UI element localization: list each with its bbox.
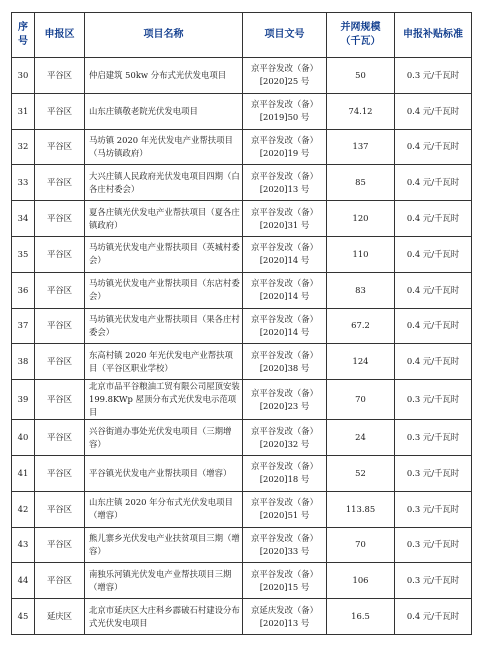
- row-no: 37: [12, 308, 35, 344]
- table-row: [12, 563, 472, 599]
- project-table-sheet: [11, 12, 472, 635]
- row-capacity: 110: [327, 236, 395, 272]
- row-subsidy: 0.4 元/千瓦时: [395, 129, 472, 165]
- row-doc-number-line2: [2020]14 号: [259, 255, 310, 266]
- row-doc-number-line1: 京平谷发改（备）: [251, 568, 318, 579]
- row-doc-number-line2: [2020]38 号: [259, 362, 310, 373]
- row-doc-number-line1: 京平谷发改（备）: [251, 242, 318, 253]
- row-no: 31: [12, 93, 35, 129]
- header-subsidy: [395, 13, 472, 58]
- table-row: [12, 129, 472, 165]
- row-doc-number: [243, 491, 327, 527]
- header-doc-number-label: 项目文号: [264, 29, 305, 40]
- row-no: 45: [12, 599, 35, 635]
- row-district: 平谷区: [35, 129, 85, 165]
- row-no: 39: [12, 380, 35, 420]
- row-district: 平谷区: [35, 563, 85, 599]
- row-doc-number: [243, 58, 327, 94]
- table-row: [12, 380, 472, 420]
- row-no: 44: [12, 563, 35, 599]
- header-district-label: 申报区: [44, 29, 75, 40]
- row-capacity: 85: [327, 165, 395, 201]
- header-capacity-line1: 并网规模: [340, 22, 381, 33]
- row-doc-number-line1: 京平谷发改（备）: [251, 349, 318, 360]
- row-capacity: 24: [327, 420, 395, 456]
- row-project-name: 山东庄镇敬老院光伏发电项目: [85, 93, 243, 129]
- row-capacity: 120: [327, 201, 395, 237]
- project-table: [11, 12, 472, 635]
- row-subsidy: 0.4 元/千瓦时: [395, 201, 472, 237]
- row-capacity: 106: [327, 563, 395, 599]
- row-doc-number-line2: [2020]33 号: [259, 545, 310, 556]
- row-doc-number-line1: 京平谷发改（备）: [251, 170, 318, 181]
- row-doc-number-line2: [2020]25 号: [259, 76, 310, 87]
- table-row: [12, 344, 472, 380]
- row-doc-number: [243, 308, 327, 344]
- row-capacity: 74.12: [327, 93, 395, 129]
- header-project-name: [85, 13, 243, 58]
- row-doc-number: [243, 236, 327, 272]
- row-project-name: 夏各庄镇光伏发电产业帮扶项目（夏各庄镇政府）: [85, 201, 243, 237]
- row-capacity: 50: [327, 58, 395, 94]
- row-district: 平谷区: [35, 165, 85, 201]
- row-district: 平谷区: [35, 236, 85, 272]
- table-row: [12, 527, 472, 563]
- row-district: 平谷区: [35, 380, 85, 420]
- row-project-name: 北京市延庆区大庄科乡霹破石村建设分布式光伏发电项目: [85, 599, 243, 635]
- row-doc-number: [243, 455, 327, 491]
- row-doc-number-line2: [2020]15 号: [259, 581, 310, 592]
- row-doc-number-line2: [2020]51 号: [259, 510, 310, 521]
- row-subsidy: 0.4 元/千瓦时: [395, 165, 472, 201]
- row-no: 36: [12, 272, 35, 308]
- row-doc-number-line2: [2020]18 号: [259, 474, 310, 485]
- row-district: 平谷区: [35, 455, 85, 491]
- row-subsidy: 0.3 元/千瓦时: [395, 455, 472, 491]
- row-doc-number: [243, 344, 327, 380]
- row-project-name: 南独乐河镇光伏发电产业帮扶项目三期（增容）: [85, 563, 243, 599]
- row-no: 33: [12, 165, 35, 201]
- row-subsidy: 0.3 元/千瓦时: [395, 380, 472, 420]
- table-row: [12, 455, 472, 491]
- table-header-row: [12, 13, 472, 58]
- row-no: 34: [12, 201, 35, 237]
- row-capacity: 70: [327, 527, 395, 563]
- row-doc-number-line1: 京平谷发改（备）: [251, 206, 318, 217]
- row-doc-number-line1: 京平谷发改（备）: [251, 497, 318, 508]
- table-row: [12, 236, 472, 272]
- row-capacity: 137: [327, 129, 395, 165]
- row-district: 延庆区: [35, 599, 85, 635]
- row-district: 平谷区: [35, 491, 85, 527]
- row-doc-number-line2: [2019]50 号: [259, 112, 310, 123]
- header-no: [12, 13, 35, 58]
- row-capacity: 16.5: [327, 599, 395, 635]
- row-subsidy: 0.3 元/千瓦时: [395, 420, 472, 456]
- row-doc-number-line1: 京平谷发改（备）: [251, 313, 318, 324]
- table-row: [12, 599, 472, 635]
- row-district: 平谷区: [35, 272, 85, 308]
- row-doc-number-line1: 京延庆发改（备）: [251, 604, 318, 615]
- row-doc-number-line2: [2020]23 号: [259, 400, 310, 411]
- row-no: 42: [12, 491, 35, 527]
- row-doc-number-line1: 京平谷发改（备）: [251, 63, 318, 74]
- row-subsidy: 0.3 元/千瓦时: [395, 491, 472, 527]
- row-no: 30: [12, 58, 35, 94]
- row-no: 40: [12, 420, 35, 456]
- row-district: 平谷区: [35, 344, 85, 380]
- header-subsidy-label: 申报补贴标准: [403, 29, 463, 40]
- table-row: [12, 491, 472, 527]
- row-no: 41: [12, 455, 35, 491]
- row-subsidy: 0.3 元/千瓦时: [395, 563, 472, 599]
- row-district: 平谷区: [35, 420, 85, 456]
- table-row: [12, 58, 472, 94]
- row-capacity: 83: [327, 272, 395, 308]
- row-capacity: 70: [327, 380, 395, 420]
- header-doc-number: [243, 13, 327, 58]
- table-row: [12, 272, 472, 308]
- row-doc-number-line1: 京平谷发改（备）: [251, 461, 318, 472]
- row-project-name: 仲启建筑 50kw 分布式光伏发电项目: [85, 58, 243, 94]
- row-project-name: 马坊镇光伏发电产业帮扶项目（果各庄村委会）: [85, 308, 243, 344]
- header-capacity-line2: （千瓦）: [340, 36, 381, 47]
- row-doc-number: [243, 93, 327, 129]
- row-subsidy: 0.4 元/千瓦时: [395, 344, 472, 380]
- row-project-name: 马坊镇光伏发电产业帮扶项目（东店村委会）: [85, 272, 243, 308]
- row-project-name: 平谷镇光伏发电产业帮扶项目（增容）: [85, 455, 243, 491]
- row-doc-number-line2: [2020]13 号: [259, 617, 310, 628]
- row-doc-number: [243, 129, 327, 165]
- row-project-name: 兴谷街道办事处光伏发电项目（三期增容）: [85, 420, 243, 456]
- table-row: [12, 201, 472, 237]
- row-district: 平谷区: [35, 201, 85, 237]
- row-doc-number: [243, 201, 327, 237]
- row-doc-number-line2: [2020]32 号: [259, 438, 310, 449]
- row-subsidy: 0.4 元/千瓦时: [395, 272, 472, 308]
- row-no: 43: [12, 527, 35, 563]
- row-doc-number: [243, 563, 327, 599]
- table-row: [12, 308, 472, 344]
- row-subsidy: 0.3 元/千瓦时: [395, 527, 472, 563]
- row-district: 平谷区: [35, 58, 85, 94]
- row-doc-number-line2: [2020]13 号: [259, 183, 310, 194]
- row-doc-number-line2: [2020]14 号: [259, 326, 310, 337]
- row-district: 平谷区: [35, 527, 85, 563]
- row-capacity: 124: [327, 344, 395, 380]
- row-doc-number-line1: 京平谷发改（备）: [251, 278, 318, 289]
- row-capacity: 67.2: [327, 308, 395, 344]
- row-project-name: 熊儿寨乡光伏发电产业扶贫项目三期（增容）: [85, 527, 243, 563]
- row-doc-number-line1: 京平谷发改（备）: [251, 532, 318, 543]
- header-capacity: [327, 13, 395, 58]
- row-project-name: 马坊镇光伏发电产业帮扶项目（英城村委会）: [85, 236, 243, 272]
- row-doc-number-line2: [2020]14 号: [259, 291, 310, 302]
- row-doc-number-line2: [2020]19 号: [259, 147, 310, 158]
- row-capacity: 113.85: [327, 491, 395, 527]
- header-project-name-label: 项目名称: [143, 29, 184, 40]
- row-project-name: 马坊镇 2020 年光伏发电产业帮扶项目（马坊镇政府）: [85, 129, 243, 165]
- row-project-name: 山东庄镇 2020 年分布式光伏发电项目（增容）: [85, 491, 243, 527]
- row-no: 32: [12, 129, 35, 165]
- row-subsidy: 0.3 元/千瓦时: [395, 58, 472, 94]
- row-subsidy: 0.4 元/千瓦时: [395, 308, 472, 344]
- row-subsidy: 0.4 元/千瓦时: [395, 236, 472, 272]
- row-doc-number-line1: 京平谷发改（备）: [251, 134, 318, 145]
- row-project-name: 大兴庄镇人民政府光伏发电项目四期（白各庄村委会）: [85, 165, 243, 201]
- table-row: [12, 420, 472, 456]
- row-doc-number: [243, 527, 327, 563]
- row-capacity: 52: [327, 455, 395, 491]
- row-district: 平谷区: [35, 93, 85, 129]
- row-doc-number-line1: 京平谷发改（备）: [251, 425, 318, 436]
- header-district: [35, 13, 85, 58]
- row-doc-number: [243, 272, 327, 308]
- row-doc-number: [243, 599, 327, 635]
- row-doc-number: [243, 165, 327, 201]
- row-no: 38: [12, 344, 35, 380]
- row-no: 35: [12, 236, 35, 272]
- row-doc-number-line2: [2020]31 号: [259, 219, 310, 230]
- header-no-line1: 序: [18, 22, 28, 33]
- row-project-name: 东高村镇 2020 年光伏发电产业帮扶项目（平谷区职业学校）: [85, 344, 243, 380]
- row-doc-number: [243, 380, 327, 420]
- table-row: [12, 93, 472, 129]
- row-doc-number-line1: 京平谷发改（备）: [251, 99, 318, 110]
- row-subsidy: 0.4 元/千瓦时: [395, 599, 472, 635]
- header-no-line2: 号: [18, 36, 28, 47]
- row-subsidy: 0.4 元/千瓦时: [395, 93, 472, 129]
- row-doc-number-line1: 京平谷发改（备）: [251, 387, 318, 398]
- table-row: [12, 165, 472, 201]
- row-doc-number: [243, 420, 327, 456]
- row-project-name: 北京市品平谷粮油工贸有限公司屋顶安装 199.8KWp 屋顶分布式光伏发电示范项目: [85, 380, 243, 420]
- row-district: 平谷区: [35, 308, 85, 344]
